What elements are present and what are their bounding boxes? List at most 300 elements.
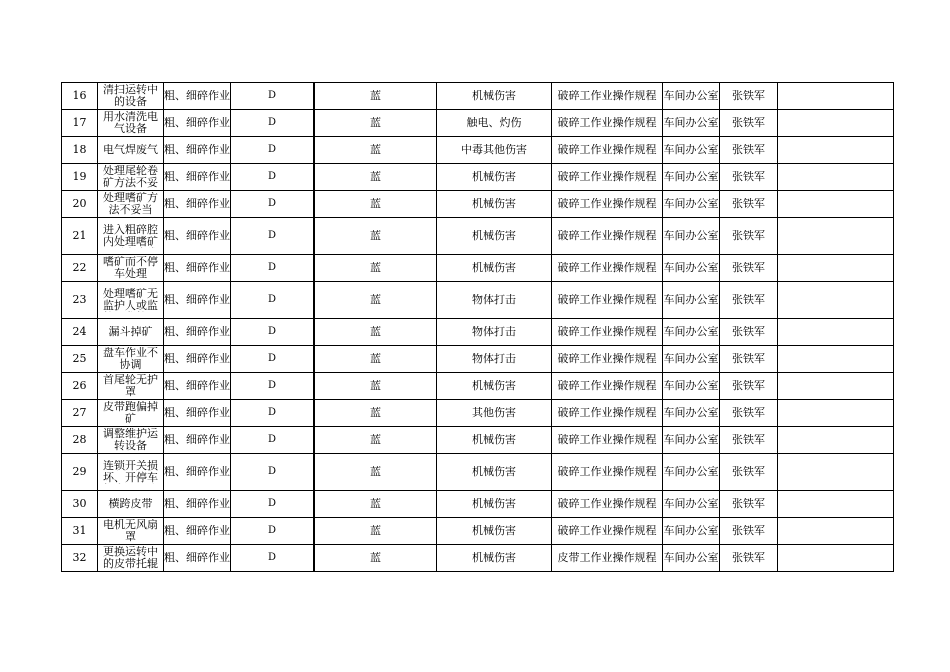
process-cell <box>164 518 231 545</box>
person-cell-text: 张铁军 <box>732 294 765 306</box>
unit-cell <box>663 518 720 545</box>
unit-cell <box>663 427 720 454</box>
measure-cell <box>552 319 663 346</box>
measure-cell-text: 破碎工作业操作规程 <box>557 498 657 510</box>
measure-cell-text: 破碎工作业操作规程 <box>557 434 657 446</box>
task-cell-text: 进入粗碎腔内处理嗜矿 <box>103 224 158 248</box>
level-cell <box>231 518 315 545</box>
hazard-cell-text: 机械伤害 <box>472 171 516 183</box>
color-cell <box>314 319 437 346</box>
level-cell-text: D <box>267 117 277 128</box>
row-number <box>62 454 98 491</box>
hazard-cell-text: 机械伤害 <box>472 90 516 102</box>
unit-cell <box>663 218 720 255</box>
task-cell-text: 更换运转中的皮带托辊 <box>103 546 158 570</box>
process-cell-text: 粗、细碎作业 <box>164 434 230 446</box>
measure-cell <box>552 282 663 319</box>
hazard-cell-text: 中毒其他伤害 <box>461 144 527 156</box>
hazard-cell <box>437 454 552 491</box>
color-cell-text: 蓝 <box>370 525 381 537</box>
table-row <box>62 427 894 454</box>
color-cell-text: 蓝 <box>370 171 381 183</box>
person-cell-text: 张铁军 <box>732 525 765 537</box>
row-number <box>62 110 98 137</box>
task-cell-text: 皮带跑偏掉矿 <box>103 401 158 425</box>
note-cell <box>778 191 894 218</box>
task-cell-text: 清扫运转中的设备 <box>103 84 158 108</box>
color-cell <box>314 373 437 400</box>
task-cell-text: 连锁开关损坏、开停车 <box>103 460 158 484</box>
measure-cell <box>552 218 663 255</box>
table-row <box>62 282 894 319</box>
process-cell <box>164 255 231 282</box>
measure-cell <box>552 83 663 110</box>
table-row <box>62 255 894 282</box>
measure-cell-text: 破碎工作业操作规程 <box>557 198 657 210</box>
level-cell <box>231 400 315 427</box>
row-number-text: 30 <box>72 498 87 510</box>
person-cell <box>720 255 778 282</box>
person-cell-text: 张铁军 <box>732 498 765 510</box>
level-cell-text: D <box>267 262 277 273</box>
table-row <box>62 400 894 427</box>
process-cell-text: 粗、细碎作业 <box>164 466 230 478</box>
process-cell-text: 粗、细碎作业 <box>164 144 230 156</box>
row-number <box>62 373 98 400</box>
measure-cell <box>552 545 663 572</box>
unit-cell <box>663 545 720 572</box>
unit-cell <box>663 137 720 164</box>
unit-cell-text: 车间办公室 <box>663 90 719 102</box>
process-cell-text: 粗、细碎作业 <box>164 407 230 419</box>
task-cell <box>98 164 164 191</box>
process-cell <box>164 83 231 110</box>
hazard-cell-text: 机械伤害 <box>472 262 516 274</box>
task-cell <box>98 282 164 319</box>
process-cell <box>164 545 231 572</box>
task-cell <box>98 454 164 491</box>
person-cell-text: 张铁军 <box>732 434 765 446</box>
person-cell <box>720 191 778 218</box>
level-cell <box>231 137 315 164</box>
process-cell <box>164 373 231 400</box>
note-cell <box>778 218 894 255</box>
person-cell-text: 张铁军 <box>732 407 765 419</box>
color-cell <box>314 191 437 218</box>
level-cell <box>231 110 315 137</box>
task-cell-text: 横跨皮带 <box>108 498 153 510</box>
unit-cell-text: 车间办公室 <box>663 498 719 510</box>
person-cell <box>720 110 778 137</box>
note-cell <box>778 110 894 137</box>
row-number-text: 19 <box>72 171 87 183</box>
note-cell <box>778 491 894 518</box>
hazard-cell-text: 机械伤害 <box>472 434 516 446</box>
hazard-cell <box>437 491 552 518</box>
measure-cell <box>552 454 663 491</box>
measure-cell <box>552 110 663 137</box>
unit-cell <box>663 164 720 191</box>
task-cell <box>98 400 164 427</box>
color-cell-text: 蓝 <box>370 353 381 365</box>
level-cell <box>231 218 315 255</box>
process-cell-text: 粗、细碎作业 <box>164 262 230 274</box>
unit-cell-text: 车间办公室 <box>663 380 719 392</box>
table-row <box>62 454 894 491</box>
person-cell-text: 张铁军 <box>732 90 765 102</box>
measure-cell-text: 破碎工作业操作规程 <box>557 90 657 102</box>
level-cell <box>231 319 315 346</box>
person-cell-text: 张铁军 <box>732 262 765 274</box>
row-number <box>62 191 98 218</box>
task-cell <box>98 518 164 545</box>
hazard-cell-text: 物体打击 <box>472 326 516 338</box>
measure-cell-text: 破碎工作业操作规程 <box>557 466 657 478</box>
task-cell-text: 首尾轮无护罩 <box>103 374 158 398</box>
hazard-cell <box>437 346 552 373</box>
measure-cell-text: 破碎工作业操作规程 <box>557 171 657 183</box>
note-cell <box>778 400 894 427</box>
level-cell-text: D <box>267 326 277 337</box>
level-cell <box>231 282 315 319</box>
person-cell-text: 张铁军 <box>732 171 765 183</box>
task-cell-text: 电气焊废气 <box>103 144 158 156</box>
table-row <box>62 518 894 545</box>
person-cell <box>720 373 778 400</box>
process-cell-text: 粗、细碎作业 <box>164 117 230 129</box>
level-cell <box>231 427 315 454</box>
task-cell <box>98 218 164 255</box>
unit-cell-text: 车间办公室 <box>663 144 719 156</box>
color-cell-text: 蓝 <box>370 294 381 306</box>
row-number-text: 32 <box>72 552 87 564</box>
row-number <box>62 164 98 191</box>
unit-cell-text: 车间办公室 <box>663 407 719 419</box>
process-cell <box>164 346 231 373</box>
unit-cell-text: 车间办公室 <box>663 466 719 478</box>
process-cell-text: 粗、细碎作业 <box>164 294 230 306</box>
note-cell <box>778 373 894 400</box>
row-number-text: 20 <box>72 198 87 210</box>
color-cell <box>314 110 437 137</box>
hazard-cell <box>437 255 552 282</box>
process-cell-text: 粗、细碎作业 <box>164 525 230 537</box>
task-cell-text: 处理尾轮卷矿方法不妥 <box>103 165 158 189</box>
task-cell <box>98 83 164 110</box>
person-cell-text: 张铁军 <box>732 117 765 129</box>
measure-cell <box>552 400 663 427</box>
person-cell <box>720 164 778 191</box>
task-cell <box>98 427 164 454</box>
unit-cell-text: 车间办公室 <box>663 171 719 183</box>
measure-cell-text: 皮带工作业操作规程 <box>557 552 657 564</box>
table-row <box>62 137 894 164</box>
person-cell-text: 张铁军 <box>732 552 765 564</box>
hazard-cell <box>437 164 552 191</box>
table-row <box>62 218 894 255</box>
unit-cell-text: 车间办公室 <box>663 262 719 274</box>
task-cell-text: 处理嗜矿方法不妥当 <box>103 192 158 216</box>
level-cell <box>231 545 315 572</box>
unit-cell <box>663 454 720 491</box>
level-cell <box>231 191 315 218</box>
measure-cell-text: 破碎工作业操作规程 <box>557 230 657 242</box>
note-cell <box>778 83 894 110</box>
table-row <box>62 191 894 218</box>
color-cell-text: 蓝 <box>370 326 381 338</box>
task-cell <box>98 255 164 282</box>
row-number <box>62 545 98 572</box>
row-number <box>62 282 98 319</box>
unit-cell-text: 车间办公室 <box>663 434 719 446</box>
person-cell-text: 张铁军 <box>732 144 765 156</box>
measure-cell-text: 破碎工作业操作规程 <box>557 294 657 306</box>
row-number <box>62 83 98 110</box>
note-cell <box>778 427 894 454</box>
process-cell <box>164 400 231 427</box>
unit-cell-text: 车间办公室 <box>663 294 719 306</box>
row-number <box>62 491 98 518</box>
color-cell-text: 蓝 <box>370 552 381 564</box>
note-cell <box>778 255 894 282</box>
process-cell <box>164 491 231 518</box>
process-cell <box>164 110 231 137</box>
level-cell-text: D <box>267 407 277 418</box>
color-cell-text: 蓝 <box>370 262 381 274</box>
unit-cell <box>663 346 720 373</box>
process-cell-text: 粗、细碎作业 <box>164 230 230 242</box>
level-cell <box>231 373 315 400</box>
process-cell <box>164 427 231 454</box>
measure-cell <box>552 346 663 373</box>
hazard-cell-text: 机械伤害 <box>472 525 516 537</box>
row-number-text: 24 <box>72 326 87 338</box>
measure-cell-text: 破碎工作业操作规程 <box>557 262 657 274</box>
measure-cell-text: 破碎工作业操作规程 <box>557 326 657 338</box>
person-cell <box>720 491 778 518</box>
process-cell <box>164 454 231 491</box>
hazard-cell-text: 触电、灼伤 <box>466 117 522 129</box>
person-cell-text: 张铁军 <box>732 326 765 338</box>
level-cell-text: D <box>267 380 277 391</box>
note-cell <box>778 518 894 545</box>
task-cell <box>98 191 164 218</box>
color-cell-text: 蓝 <box>370 466 381 478</box>
color-cell <box>314 83 437 110</box>
row-number <box>62 218 98 255</box>
person-cell <box>720 518 778 545</box>
task-cell <box>98 110 164 137</box>
table-row <box>62 491 894 518</box>
measure-cell <box>552 373 663 400</box>
hazard-cell-text: 机械伤害 <box>472 552 516 564</box>
task-cell-text: 嗜矿而不停车处理 <box>103 256 158 280</box>
row-number-text: 22 <box>72 262 87 274</box>
table-row <box>62 110 894 137</box>
process-cell <box>164 137 231 164</box>
measure-cell-text: 破碎工作业操作规程 <box>557 380 657 392</box>
hazard-cell <box>437 191 552 218</box>
row-number-text: 26 <box>72 380 87 392</box>
unit-cell <box>663 282 720 319</box>
hazard-cell-text: 物体打击 <box>472 294 516 306</box>
process-cell-text: 粗、细碎作业 <box>164 171 230 183</box>
person-cell <box>720 83 778 110</box>
person-cell <box>720 137 778 164</box>
level-cell-text: D <box>267 353 277 364</box>
color-cell <box>314 282 437 319</box>
color-cell <box>314 491 437 518</box>
level-cell-text: D <box>267 144 277 155</box>
process-cell <box>164 191 231 218</box>
unit-cell-text: 车间办公室 <box>663 326 719 338</box>
color-cell-text: 蓝 <box>370 198 381 210</box>
level-cell-text: D <box>267 198 277 209</box>
row-number <box>62 427 98 454</box>
row-number-text: 31 <box>72 525 87 537</box>
person-cell <box>720 427 778 454</box>
person-cell-text: 张铁军 <box>732 466 765 478</box>
measure-cell <box>552 191 663 218</box>
hazard-cell-text: 机械伤害 <box>472 498 516 510</box>
task-cell-text: 调整维护运转设备 <box>103 428 158 452</box>
note-cell <box>778 545 894 572</box>
hazard-cell <box>437 218 552 255</box>
process-cell <box>164 282 231 319</box>
level-cell <box>231 454 315 491</box>
process-cell-text: 粗、细碎作业 <box>164 380 230 392</box>
process-cell <box>164 319 231 346</box>
color-cell-text: 蓝 <box>370 117 381 129</box>
unit-cell-text: 车间办公室 <box>663 198 719 210</box>
hazard-cell <box>437 282 552 319</box>
measure-cell <box>552 518 663 545</box>
process-cell-text: 粗、细碎作业 <box>164 353 230 365</box>
row-number <box>62 518 98 545</box>
task-cell <box>98 491 164 518</box>
color-cell <box>314 218 437 255</box>
process-cell <box>164 164 231 191</box>
note-cell <box>778 164 894 191</box>
color-cell <box>314 427 437 454</box>
task-cell-text: 漏斗掉矿 <box>108 326 153 338</box>
unit-cell-text: 车间办公室 <box>663 353 719 365</box>
measure-cell-text: 破碎工作业操作规程 <box>557 117 657 129</box>
color-cell-text: 蓝 <box>370 434 381 446</box>
table-row <box>62 346 894 373</box>
person-cell <box>720 319 778 346</box>
hazard-cell <box>437 137 552 164</box>
level-cell <box>231 346 315 373</box>
color-cell-text: 蓝 <box>370 90 381 102</box>
color-cell <box>314 346 437 373</box>
level-cell-text: D <box>267 90 277 101</box>
measure-cell <box>552 255 663 282</box>
risk-table-body <box>62 83 894 572</box>
hazard-cell <box>437 427 552 454</box>
unit-cell-text: 车间办公室 <box>663 525 719 537</box>
measure-cell <box>552 137 663 164</box>
task-cell <box>98 319 164 346</box>
note-cell <box>778 137 894 164</box>
hazard-cell-text: 机械伤害 <box>472 230 516 242</box>
task-cell-text: 用水清洗电气设备 <box>103 111 158 135</box>
table-row <box>62 373 894 400</box>
row-number-text: 28 <box>72 434 87 446</box>
task-cell <box>98 373 164 400</box>
level-cell-text: D <box>267 171 277 182</box>
row-number <box>62 137 98 164</box>
color-cell-text: 蓝 <box>370 230 381 242</box>
row-number <box>62 319 98 346</box>
task-cell <box>98 346 164 373</box>
row-number <box>62 346 98 373</box>
row-number-text: 27 <box>72 407 87 419</box>
person-cell <box>720 545 778 572</box>
person-cell-text: 张铁军 <box>732 380 765 392</box>
level-cell-text: D <box>267 294 277 305</box>
hazard-cell-text: 其他伤害 <box>472 407 516 419</box>
person-cell <box>720 346 778 373</box>
unit-cell-text: 车间办公室 <box>663 117 719 129</box>
level-cell-text: D <box>267 552 277 563</box>
level-cell <box>231 83 315 110</box>
hazard-cell <box>437 110 552 137</box>
color-cell <box>314 518 437 545</box>
measure-cell <box>552 427 663 454</box>
note-cell <box>778 346 894 373</box>
unit-cell <box>663 491 720 518</box>
level-cell-text: D <box>267 230 277 241</box>
task-cell-text: 盘车作业不协调 <box>103 347 158 371</box>
task-cell-text: 处理嗜矿无监护人或监 <box>103 288 158 312</box>
hazard-cell <box>437 373 552 400</box>
unit-cell-text: 车间办公室 <box>663 230 719 242</box>
measure-cell-text: 破碎工作业操作规程 <box>557 144 657 156</box>
person-cell-text: 张铁军 <box>732 230 765 242</box>
table-row <box>62 319 894 346</box>
unit-cell-text: 车间办公室 <box>663 552 719 564</box>
note-cell <box>778 282 894 319</box>
hazard-cell <box>437 545 552 572</box>
color-cell <box>314 164 437 191</box>
process-cell-text: 粗、细碎作业 <box>164 326 230 338</box>
level-cell-text: D <box>267 466 277 477</box>
row-number-text: 23 <box>72 294 87 306</box>
task-cell <box>98 545 164 572</box>
person-cell-text: 张铁军 <box>732 353 765 365</box>
level-cell <box>231 255 315 282</box>
unit-cell <box>663 110 720 137</box>
task-cell-text: 电机无风扇罩 <box>103 519 158 543</box>
level-cell-text: D <box>267 498 277 509</box>
table-row <box>62 545 894 572</box>
measure-cell-text: 破碎工作业操作规程 <box>557 407 657 419</box>
task-cell <box>98 137 164 164</box>
process-cell-text: 粗、细碎作业 <box>164 90 230 102</box>
hazard-cell <box>437 319 552 346</box>
hazard-cell-text: 物体打击 <box>472 353 516 365</box>
process-cell-text: 粗、细碎作业 <box>164 552 230 564</box>
person-cell-text: 张铁军 <box>732 198 765 210</box>
table-row <box>62 164 894 191</box>
measure-cell-text: 破碎工作业操作规程 <box>557 353 657 365</box>
unit-cell <box>663 255 720 282</box>
row-number-text: 21 <box>72 230 87 242</box>
person-cell <box>720 282 778 319</box>
color-cell-text: 蓝 <box>370 380 381 392</box>
color-cell <box>314 454 437 491</box>
